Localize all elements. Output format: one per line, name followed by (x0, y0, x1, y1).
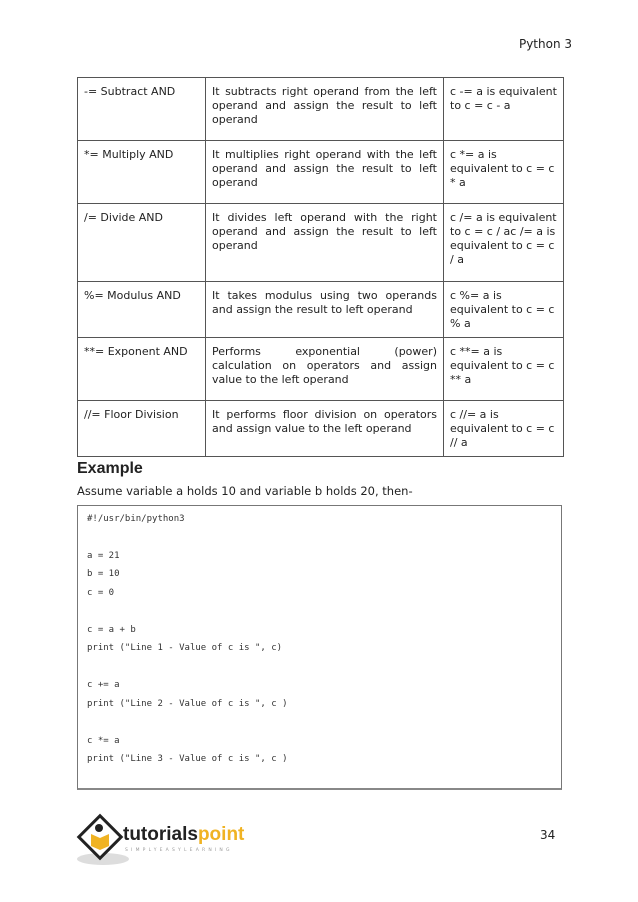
table-row (78, 204, 564, 282)
table-row (78, 282, 564, 338)
code-line: b = 10 (87, 569, 120, 579)
table-row (78, 338, 564, 401)
operator-cell: /= Divide AND (78, 204, 206, 282)
example-cell: c -= a is equivalent to c = c - a (444, 78, 564, 141)
example-cell: c **= a is equivalent to c = c ** a (444, 338, 564, 401)
running-header: Python 3 (518, 37, 572, 51)
svg-text:tutorialspoint: tutorialspoint (123, 824, 245, 845)
operator-cell: //= Floor Division (78, 401, 206, 457)
description-cell: Performs exponential (power) calculation on operators and assign value to the left operand (206, 338, 444, 401)
operators-table (77, 77, 564, 457)
svg-text:SIMPLYEASYLEARNING: SIMPLYEASYLEARNING (125, 848, 233, 853)
example-cell: c /= a is equivalent to c = c / ac /= a is equivalent to c = c / a (444, 204, 564, 282)
description-cell: It takes modulus using two operands and assign the result to left operand (206, 282, 444, 338)
tutorialspoint-logo (75, 812, 265, 870)
code-line: print ("Line 3 - Value of c is ", c ) (87, 754, 288, 764)
table-row (78, 141, 564, 204)
example-cell: c //= a is equivalent to c = c // a (444, 401, 564, 457)
description-cell: It subtracts right operand from the left operand and assign the result to left operand (206, 78, 444, 141)
description-cell: It performs floor division on operators and assign value to the left operand (206, 401, 444, 457)
table-row (78, 78, 564, 141)
code-block (77, 505, 562, 790)
example-intro: Assume variable a holds 10 and variable b holds 20, then- (77, 484, 413, 498)
operator-cell: -= Subtract AND (78, 78, 206, 141)
example-cell: c *= a is equivalent to c = c * a (444, 141, 564, 204)
example-heading: Example (77, 460, 143, 477)
code-line: print ("Line 2 - Value of c is ", c ) (87, 699, 288, 709)
code-line: a = 21 (87, 551, 120, 561)
code-line: c = 0 (87, 588, 115, 598)
example-cell: c %= a is equivalent to c = c % a (444, 282, 564, 338)
operator-cell: %= Modulus AND (78, 282, 206, 338)
code-line: c *= a (87, 736, 120, 746)
description-cell: It divides left operand with the right operand and assign the result to left operand (206, 204, 444, 282)
operator-cell: *= Multiply AND (78, 141, 206, 204)
table-row (78, 401, 564, 457)
code-line: c = a + b (87, 625, 136, 635)
code-line: c += a (87, 680, 120, 690)
operator-cell: **= Exponent AND (78, 338, 206, 401)
code-line: #!/usr/bin/python3 (87, 514, 185, 524)
description-cell: It multiplies right operand with the left operand and assign the result to left operand (206, 141, 444, 204)
code-line: print ("Line 1 - Value of c is ", c) (87, 643, 283, 653)
page-number: 34 (540, 828, 556, 842)
